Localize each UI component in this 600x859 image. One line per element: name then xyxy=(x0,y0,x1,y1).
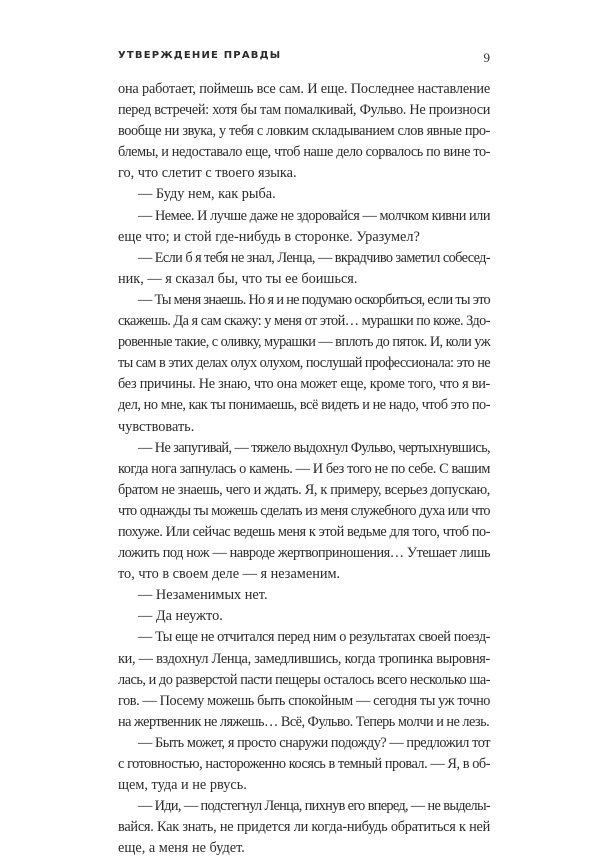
text-line: чувствовать. xyxy=(118,418,195,435)
text-line: ложить под нож — навроде жертвоприношения… Утешает лишь xyxy=(118,545,490,562)
body-text xyxy=(118,79,490,859)
text-line: что однажды ты можешь сделать из меня служебного духа или что xyxy=(118,502,490,519)
text-line: ки, — вздохнул Ленца, замедлившись, когда тропинка выровня- xyxy=(118,650,490,667)
text-line: — Иди, — подстегнул Ленца, пихнув его вперед, — не выделы- xyxy=(138,798,490,815)
text-line: братом не знаешь, чего и ждать. Я, к примеру, всерьез допускаю, xyxy=(118,481,490,498)
text-line: — Не запугивай, — тяжело выдохнул Фульво, чертыхнувшись, xyxy=(138,439,490,456)
text-line: гов. — Посему можешь быть спокойным — сегодня ты уж точно xyxy=(118,692,490,709)
text-line: дел, но мне, как ты понимаешь, всё видеть и не надо, чтоб это по- xyxy=(118,397,490,414)
text-line: щем, туда и не рвусь. xyxy=(118,777,247,794)
page-number: 9 xyxy=(483,50,490,65)
text-line: еще что; и стой где-нибудь в сторонке. Уразумел? xyxy=(118,228,420,245)
text-line: — Немее. И лучше даже не здоровайся — молчком кивни или xyxy=(138,207,490,224)
text-line: еще, а меня не будет. xyxy=(118,840,245,857)
running-head xyxy=(118,50,490,66)
text-line: с готовностью, настороженно косясь в темный провал. — Я, в об- xyxy=(118,756,490,772)
text-line: — Да неужто. xyxy=(138,608,223,625)
text-line: перед встречей: хотя бы там помалкивай, Фульво. Не произноси xyxy=(118,102,490,119)
text-line: лась, и до разверстой пасти пещеры осталось всего несколько ша- xyxy=(118,671,490,688)
text-line: ровенные такие, с оливку, мурашки — вплоть до пяток. И, коли уж xyxy=(118,334,490,351)
text-line: на жертвенник не ляжешь… Всё, Фульво. Теперь молчи и не лезь. xyxy=(118,713,490,730)
text-line: — Буду нем, как рыба. xyxy=(138,186,276,203)
text-line: — Если б я тебя не знал, Ленца, — вкрадчиво заметил собесед- xyxy=(138,249,490,266)
text-line: то, что в своем деле — я незаменим. xyxy=(118,566,341,583)
text-line: когда нога запнулась о камень. — И без того не по себе. С вашим xyxy=(118,460,490,477)
text-line: ты сам в этих делах олух олухом, послушай профессионала: это не xyxy=(118,355,490,372)
text-line: ник, — я сказал бы, что ты ее боишься. xyxy=(118,270,358,287)
text-line: похуже. Или сейчас ведешь меня к этой ведьме для того, чтоб по- xyxy=(118,523,490,540)
text-line: — Ты еще не отчитался перед ним о результатах своей поезд- xyxy=(138,629,490,646)
text-line: — Быть может, я просто снаружи подожду? — предложил тот xyxy=(138,734,490,751)
text-line: вайся. Как знать, не придется ли когда-нибудь обратиться к ней xyxy=(118,819,490,836)
text-line: — Незаменимых нет. xyxy=(138,587,268,604)
text-line: она работает, поймешь все сам. И еще. Последнее наставление xyxy=(118,81,490,97)
text-line: — Ты меня знаешь. Но я и не подумаю оскорбиться, если ты это xyxy=(138,291,490,308)
text-line: блемы, и недоставало еще, чтоб наше дело сорвалось по вине то- xyxy=(118,144,490,161)
text-line: вообще ни звука, у тебя с ловким складыванием слов явные про- xyxy=(118,123,490,140)
text-line: без причины. Не знаю, что она может еще, кроме того, что я ви- xyxy=(118,376,490,393)
text-line: го, что слетит с твоего языка. xyxy=(118,165,297,182)
running-head-title: УТВЕРЖДЕНИЕ ПРАВДЫ xyxy=(118,50,282,61)
text-line: скажешь. Да я сам скажу: у меня от этой… мурашки по коже. Здо- xyxy=(118,313,490,330)
